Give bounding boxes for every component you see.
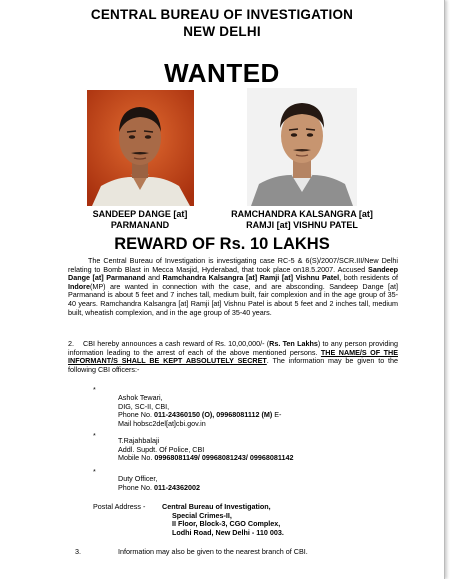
officer-1-bullet: * bbox=[93, 385, 96, 394]
officer-2-block bbox=[118, 437, 378, 463]
officer-3-phone: 011-24362002 bbox=[153, 482, 200, 492]
officer-1-phone: 011-24360150 (O), 09968081112 (M) bbox=[153, 410, 273, 420]
caption-person-2-line-2: RAMJI [at] VISHNU PATEL bbox=[246, 220, 358, 230]
caption-person-2 bbox=[222, 209, 382, 231]
officer-1-name: Ashok Tewari, bbox=[118, 393, 163, 402]
portrait-2-image bbox=[247, 88, 357, 206]
para1-mid-1: and bbox=[145, 273, 163, 283]
postal-line-3: II Floor, Block-3, CGO Complex, bbox=[172, 519, 281, 529]
para1-place: Indore bbox=[68, 281, 90, 291]
paragraph-1 bbox=[68, 257, 398, 317]
para2-secret-notice: THE NAME/S OF THE INFORMANT/S SHALL BE KEPT ABSOLUTELY SECRET bbox=[68, 347, 398, 366]
postal-line-1: Central Bureau of Investigation, bbox=[162, 502, 271, 511]
officer-2-phone-line bbox=[118, 454, 378, 463]
para2-mid: ) to any person providing information leading to the arrest of each of the above mentioned persons. bbox=[68, 339, 398, 357]
postal-line-4: Lodhi Road, New Delhi - 110 003. bbox=[172, 527, 284, 537]
officer-1-email: Mail hobsc2del[at]cbi.gov.in bbox=[118, 418, 206, 428]
officer-1-designation: DIG, SC-II, CBI, bbox=[118, 401, 170, 411]
officer-3-name: Duty Officer, bbox=[118, 474, 158, 483]
officer-2-phone: 09968081149/ 09968081243/ 09968081142 bbox=[154, 453, 294, 463]
officer-2-name: T.Rajahbalaji bbox=[118, 436, 160, 445]
caption-person-1 bbox=[65, 209, 215, 231]
postal-line-2: Special Crimes-II, bbox=[172, 510, 232, 520]
officer-1-block bbox=[118, 394, 358, 428]
para3-text: Information may also be given to the nearest branch of CBI. bbox=[118, 547, 308, 556]
header-line-1: CENTRAL BUREAU OF INVESTIGATION bbox=[90, 7, 354, 22]
portrait-1-image bbox=[87, 90, 194, 206]
postal-address bbox=[162, 503, 382, 537]
para1-name-1: Sandeep Dange [at] Parmanand bbox=[68, 264, 398, 283]
para2-number: 2. bbox=[68, 339, 74, 348]
wanted-title: WANTED bbox=[164, 58, 280, 88]
para1-name-2: Ramchandra Kalsangra [at] Ramji [at] Vishnu Patel bbox=[162, 273, 340, 283]
caption-person-1-line-2: PARMANAND bbox=[110, 220, 170, 230]
para3-number: 3. bbox=[75, 547, 81, 556]
officer-2-phone-label: Mobile No. bbox=[118, 453, 155, 463]
para2-lead: CBI hereby announces a cash reward of Rs. 10,00,000/- ( bbox=[83, 339, 270, 348]
officer-1-phone-label: Phone No. bbox=[118, 410, 154, 420]
paragraph-2 bbox=[68, 340, 398, 374]
para1-lead: The Central Bureau of Investigation is investigating case RC-5 & 6(S)/2007/SCR.III/New Delhi relating to Bomb Blast in Mecca Masjid, Hyderabad, that took place on18.5.2007. Accused bbox=[68, 256, 398, 274]
header-line-2: NEW DELHI bbox=[183, 24, 261, 39]
officer-3-phone-line bbox=[118, 484, 358, 493]
officer-3-block bbox=[118, 475, 358, 492]
caption-person-2-line-1: RAMCHANDRA KALSANGRA [at] bbox=[231, 209, 373, 219]
officer-1-phone-tail: E- bbox=[272, 410, 282, 420]
para1-mid-2: , both residents of bbox=[339, 273, 398, 283]
caption-person-1-line-1: SANDEEP DANGE [at] bbox=[92, 209, 188, 219]
officer-2-bullet: * bbox=[93, 431, 96, 440]
para2-amount: Rs. Ten Lakhs bbox=[269, 339, 318, 348]
postal-label: Postal Address - bbox=[93, 502, 146, 511]
photo-ramchandra-kalsangra bbox=[247, 88, 357, 206]
para2-tail: . The information may be given to the following CBI officers:- bbox=[68, 356, 398, 374]
officer-3-bullet: * bbox=[93, 467, 96, 476]
officer-3-phone-label: Phone No. bbox=[118, 482, 154, 492]
photo-sandeep-dange bbox=[87, 90, 194, 206]
officer-2-designation: Addl. Supdt. Of Police, CBI bbox=[118, 444, 205, 454]
reward-title: REWARD OF Rs. 10 LAKHS bbox=[114, 235, 330, 253]
para1-tail: (MP) are wanted in connection with the case, and are absconding. Sandeep Dange [at] Parmanand is about 5 feet and 7 inches tall, medium built, fair complexion and in the age group of 35-40 years. Ramchandra Kalsangra [at] Ramji [at] Vishnu Patel is about 5 feet and 2 inches tall, medium built, wheatish complexion, and in the age group of 35-40 years. bbox=[68, 281, 398, 317]
